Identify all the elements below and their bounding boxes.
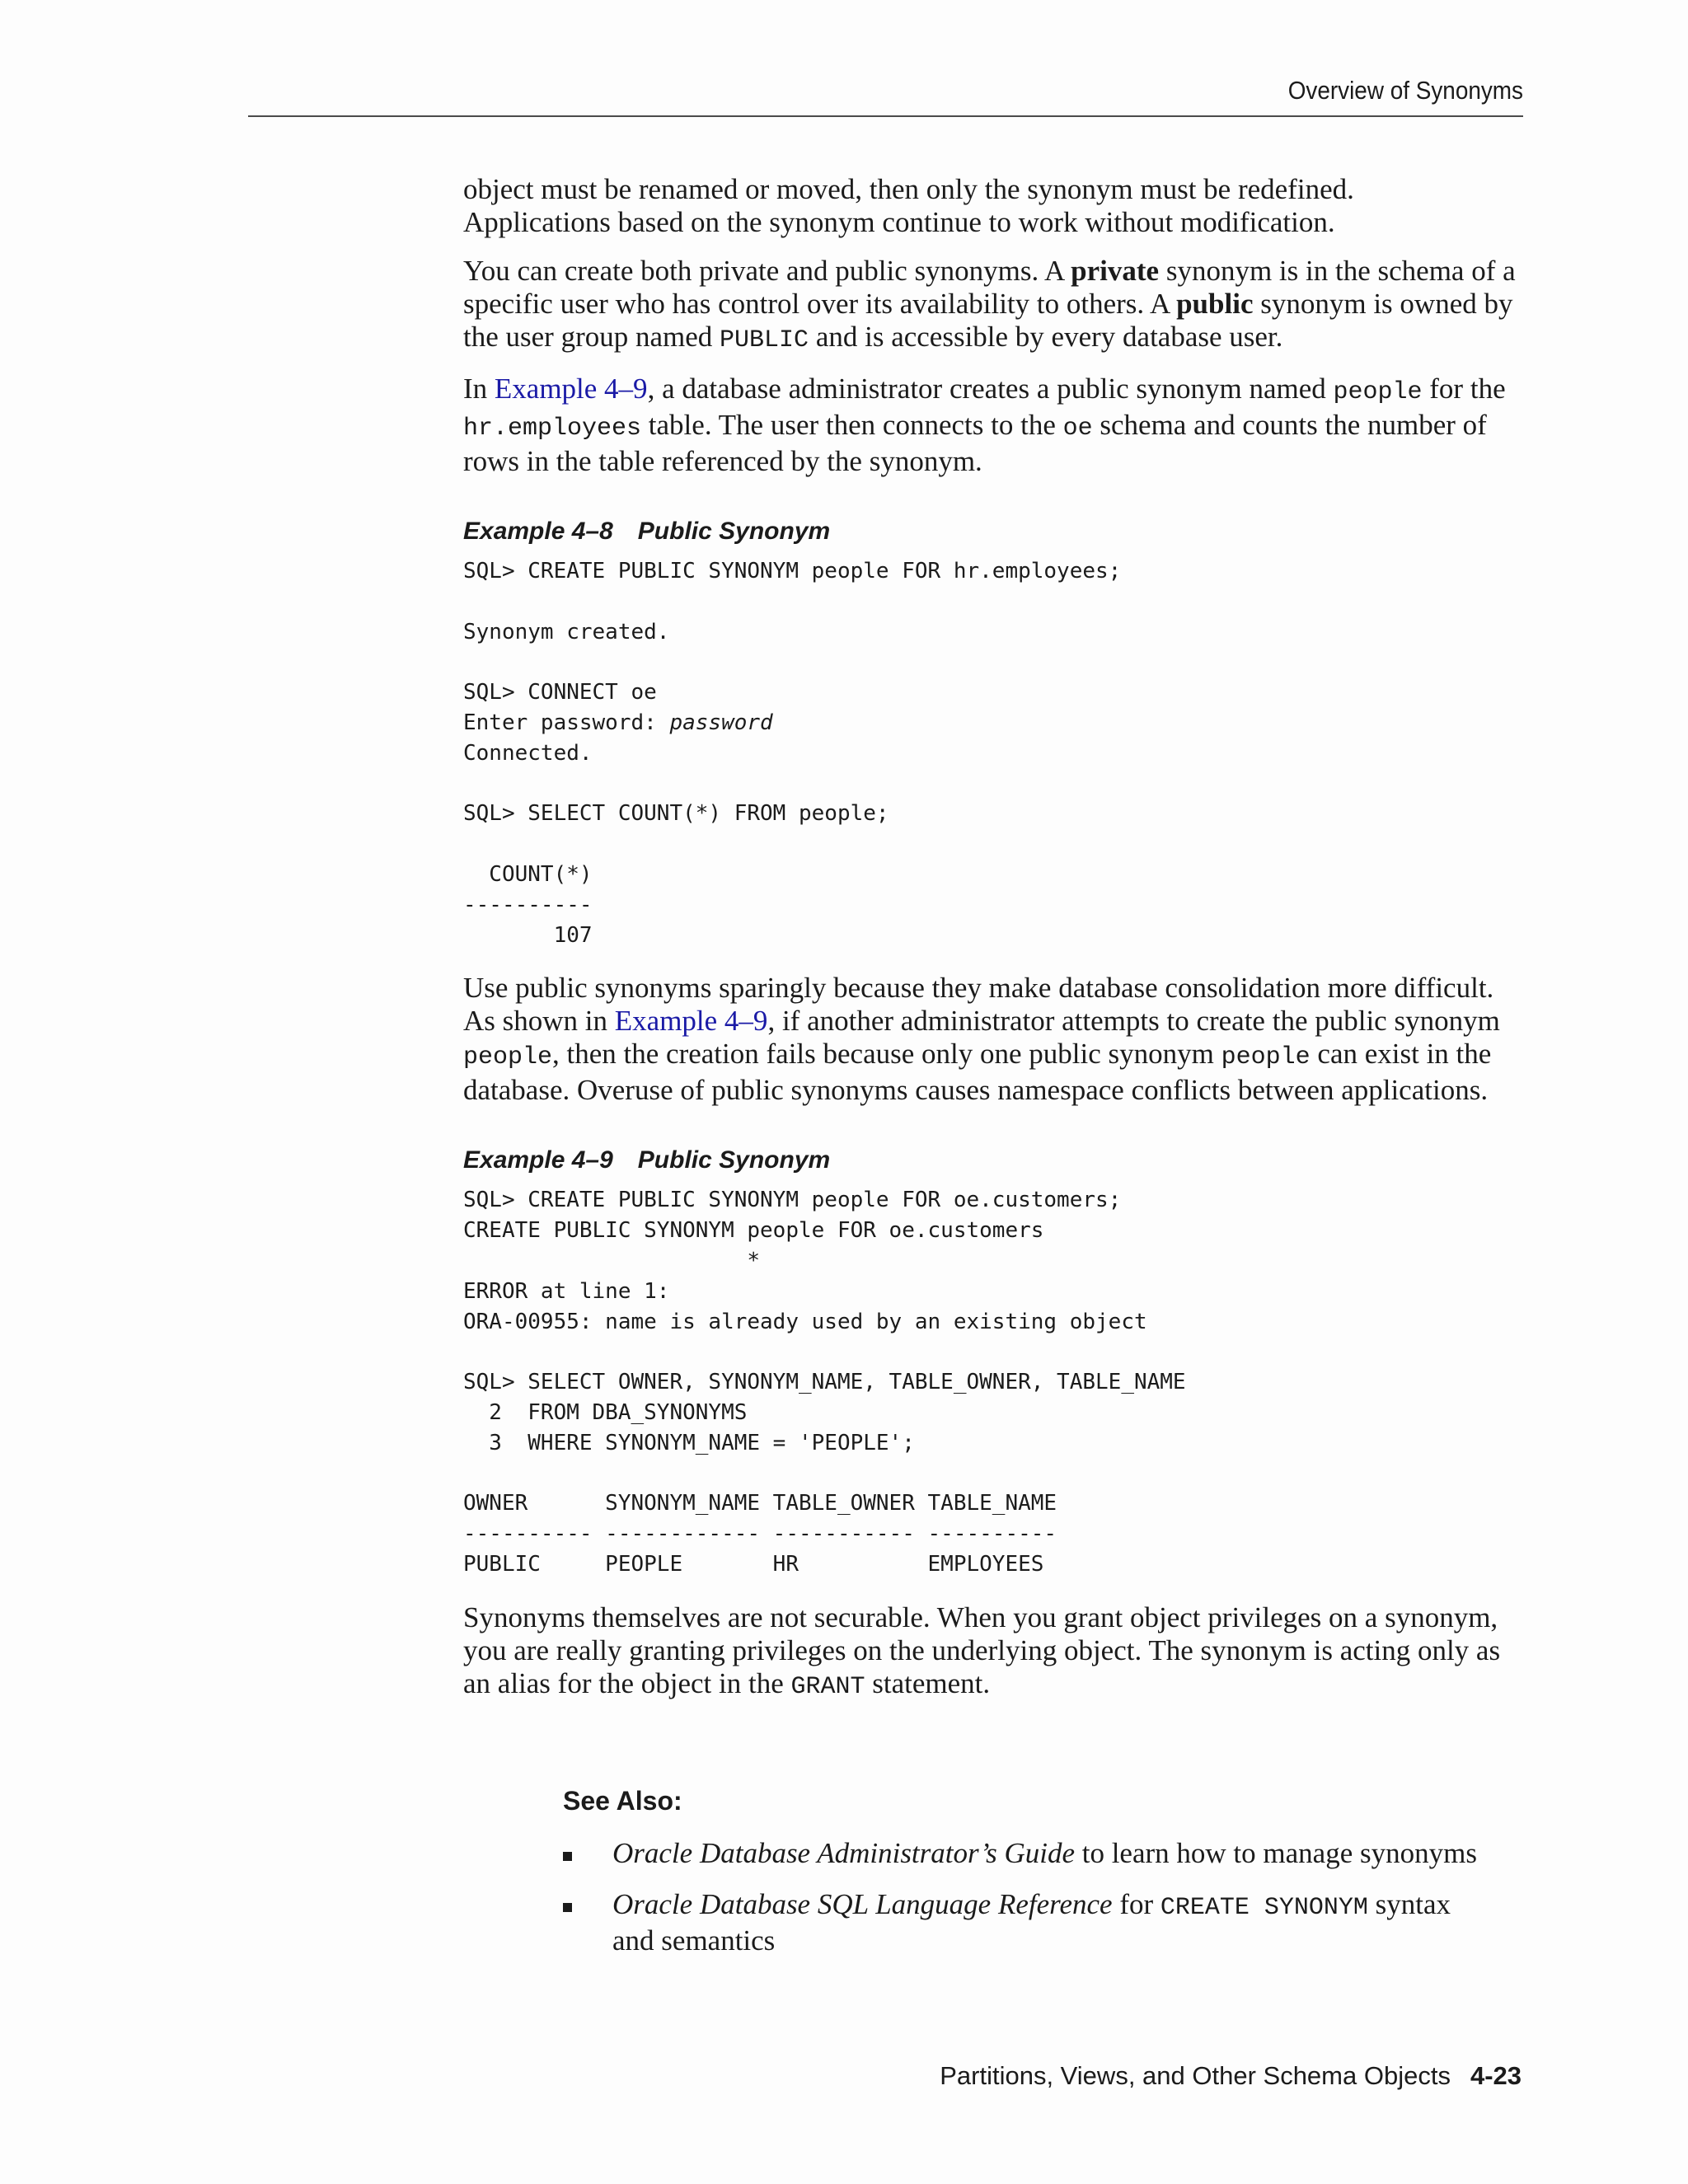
code-people-3: people: [1221, 1043, 1311, 1072]
code-block-example-4-8: SQL> CREATE PUBLIC SYNONYM people FOR hr.employees; Synonym created. SQL> CONNECT oe Enter password: password Connected. SQL> SELECT COUNT(*) FROM people; COUNT(*) ---------- 107: [463, 559, 1122, 948]
password-placeholder: password: [669, 710, 773, 735]
see-also-heading: See Also:: [563, 1786, 682, 1816]
bullet-square-icon: [563, 1903, 572, 1912]
code-people-2: people: [463, 1043, 553, 1072]
footer-book-title: Partitions, Views, and Other Schema Objects: [940, 2061, 1451, 2090]
bullet-square-icon: [563, 1852, 572, 1861]
see-also-item: Oracle Database Administrator’s Guide to learn how to manage synonyms: [563, 1837, 1486, 1870]
page-header: [248, 73, 1523, 117]
example-4-9-title: Example 4–9 Public Synonym: [463, 1146, 831, 1174]
code-hr-employees: hr.employees: [463, 415, 642, 443]
link-example-4-9[interactable]: Example 4–9: [494, 373, 648, 405]
paragraph-private-public: You can create both private and public synonyms. A private synonym is in the schema of a specific user who has control over its availability to others. A public synonym is owned by the user group named PUBLIC and is accessible by every database user.: [463, 255, 1516, 354]
see-also-section: [563, 1784, 1486, 1957]
paragraph-example-intro: In Example 4–9, a database administrator creates a public synonym named people for the hr.employees table. The user then connects to the oe schema and counts the number of rows in the table referenced by the synonym.: [463, 373, 1506, 477]
paragraph-intro: object must be renamed or moved, then only the synonym must be redefined. Applications based on the synonym continue to work without modification.: [463, 173, 1354, 238]
code-block-example-4-9: SQL> CREATE PUBLIC SYNONYM people FOR oe.customers; CREATE PUBLIC SYNONYM people FOR oe.customers * ERROR at line 1: ORA-00955: name is already used by an existing object SQL> SELECT OWNER, SYNONYM_NAME, TABLE_OWNER, TABLE_NAME 2 FROM DBA_SYNONYMS 3 WHERE SYNONYM_NAME = 'PEOPLE'; OWNER SYNONYM_NAME TABLE_OWNER TABLE_NAME ---------- ------------ ----------- ---------- PUBLIC PEOPLE HR EMPLOYEES: [463, 1188, 1186, 1577]
code-people: people: [1333, 378, 1423, 406]
link-example-4-9-second[interactable]: Example 4–9: [614, 1005, 768, 1038]
page-footer: [940, 2061, 1522, 2091]
book-title-admin-guide[interactable]: Oracle Database Administrator’s Guide: [612, 1837, 1075, 1869]
example-4-8-title: Example 4–8 Public Synonym: [463, 518, 831, 545]
term-private: private: [1071, 255, 1160, 287]
book-title-sql-reference[interactable]: Oracle Database SQL Language Reference: [612, 1888, 1113, 1920]
code-create-synonym: CREATE SYNONYM: [1160, 1894, 1368, 1922]
code-oe: oe: [1062, 415, 1093, 443]
code-grant: GRANT: [790, 1672, 865, 1701]
paragraph-not-securable: Synonyms themselves are not securable. When you grant object privileges on a synonym, you are really granting privileges on the underlying object. The synonym is acting only as an alias for the object in the GRANT statement.: [463, 1601, 1501, 1701]
code-public: PUBLIC: [720, 326, 809, 354]
page-number: 4-23: [1470, 2061, 1522, 2090]
main-content: [463, 173, 1526, 1704]
term-public: public: [1176, 288, 1254, 320]
running-header-title: Overview of Synonyms: [1287, 76, 1523, 105]
paragraph-use-sparingly: Use public synonyms sparingly because they make database consolidation more difficult. As shown in Example 4–9, if another administrator attempts to create the public synonym people, then the creation fails because only one public synonym people can exist in the database. Overuse of public synonyms causes namespace conflicts between applications.: [463, 972, 1500, 1107]
see-also-item: Oracle Database SQL Language Reference for CREATE SYNONYM syntax and semantics: [563, 1888, 1486, 1957]
